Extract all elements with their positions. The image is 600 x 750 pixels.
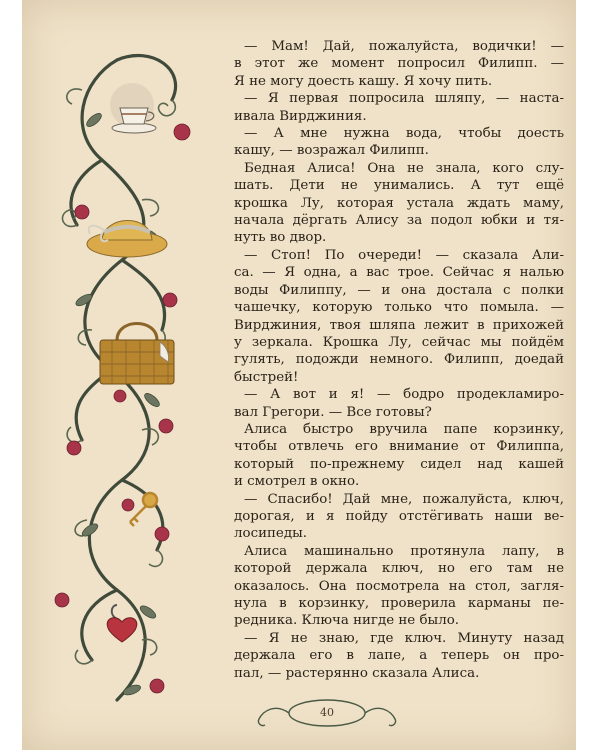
text-line: лосипеды. bbox=[234, 526, 308, 542]
book-page bbox=[22, 0, 576, 750]
text-line: воды Филиппу, — и она достала с полки bbox=[234, 282, 564, 298]
text-line: начала дёргать Алису за подол юбки и тя- bbox=[234, 213, 564, 229]
text-line: шать. Дети не унимались. А тут ещё bbox=[234, 178, 564, 194]
text-line: и смотрел в окно. bbox=[234, 474, 360, 490]
key-icon bbox=[130, 493, 157, 526]
berry-icon bbox=[55, 124, 190, 693]
text-line: гулять, подожди немного. Филипп, доедай bbox=[234, 352, 564, 368]
text-line: оказалось. Она посмотрела на стол, загля- bbox=[234, 578, 564, 594]
text-line: у зеркала. Крошка Лу, сейчас мы пойдём bbox=[234, 334, 564, 350]
text-line: которой держала ключ, но его там не bbox=[234, 561, 564, 577]
story-text bbox=[234, 38, 564, 682]
straw-hat-icon bbox=[87, 220, 167, 257]
text-line: который по-прежнему сидел над кашей bbox=[234, 456, 564, 472]
heart-padlock-icon bbox=[107, 605, 137, 642]
text-line: нула в корзинку, проверила карманы пе- bbox=[234, 596, 564, 611]
page-number: 40 bbox=[320, 706, 334, 719]
teacup-icon bbox=[110, 83, 156, 133]
text-line: вал Грегори. — Все готовы? bbox=[234, 404, 432, 420]
text-line: чтобы отвлечь его внимание от Филиппа, bbox=[234, 439, 564, 455]
text-line: в этот же момент попросил Филипп. — bbox=[234, 56, 564, 72]
text-line: крошка Лу, которая устала ждать маму, bbox=[234, 195, 564, 211]
text-line: Я не могу доесть кашу. Я хочу пить. bbox=[234, 73, 493, 89]
text-line: держала его в лапе, а теперь он про- bbox=[234, 648, 564, 664]
text-line: Алиса быстро вручила папе корзинку, bbox=[244, 421, 564, 437]
text-line: быстрей! bbox=[234, 369, 299, 385]
text-line: Алиса машинально протянула лапу, в bbox=[244, 543, 564, 559]
text-line: Вирджиния, твоя шляпа лежит в прихожей bbox=[234, 317, 564, 333]
text-line: са. — Я одна, а вас трое. Сейчас я налью bbox=[234, 265, 564, 281]
text-line: — Мам! Дай, пожалуйста, водички! — bbox=[244, 39, 564, 54]
text-line: — А мне нужна вода, чтобы доесть bbox=[244, 126, 564, 142]
text-line: — Я не знаю, где ключ. Минуту назад bbox=[244, 630, 564, 646]
text-line: Бедная Алиса! Она не знала, кого слу- bbox=[244, 160, 564, 176]
text-line: редника. Ключа нигде не было. bbox=[234, 613, 460, 629]
text-line: дорогая, и я пойду отстёгивать наши ве- bbox=[234, 508, 564, 524]
text-line: — Я первая попросила шляпу, — наста- bbox=[244, 91, 564, 107]
text-line: — Спасибо! Дай мне, пожалуйста, ключ, bbox=[244, 491, 564, 507]
text-line: — А вот и я! — бодро продекламиро- bbox=[244, 387, 564, 403]
text-line: нуть во двор. bbox=[234, 230, 327, 246]
text-line: кашу, — возражал Филипп. bbox=[234, 143, 429, 159]
text-line: — Стоп! По очереди! — сказала Али- bbox=[244, 247, 564, 263]
text-line: ивала Вирджиния. bbox=[234, 108, 367, 124]
text-line: чашечку, которую только что помыла. — bbox=[234, 300, 564, 316]
text-line: пал, — растерянно сказала Алиса. bbox=[234, 665, 480, 681]
